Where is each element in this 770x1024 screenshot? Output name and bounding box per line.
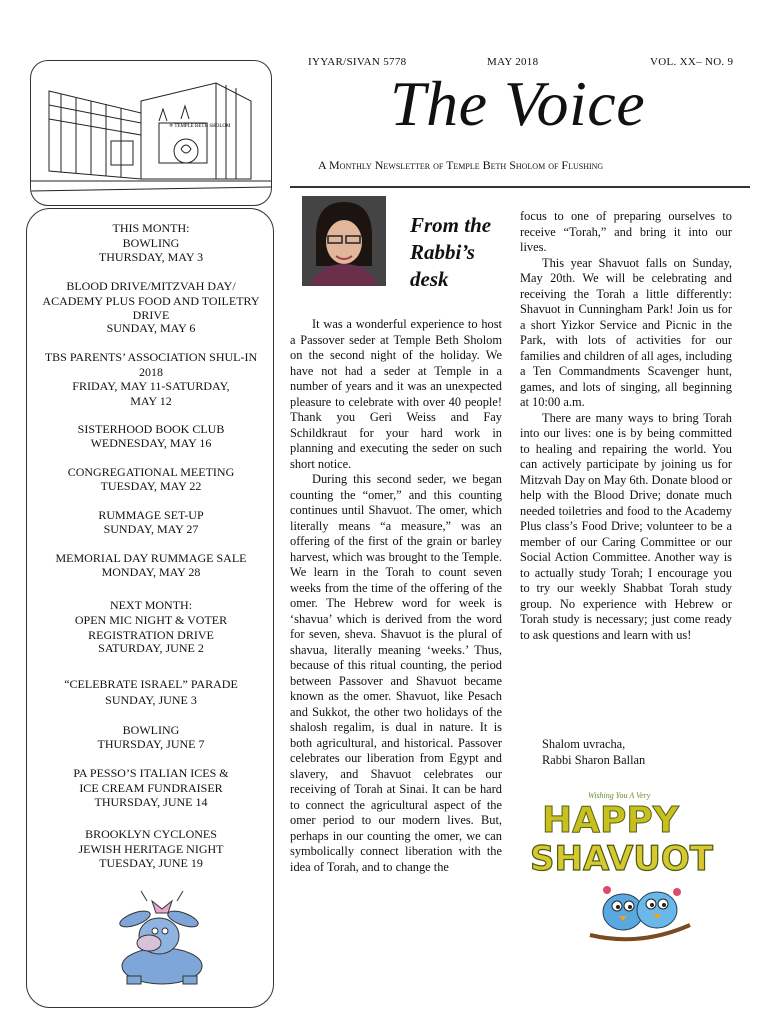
event-title: “CELEBRATE ISRAEL” PARADE — [64, 677, 238, 691]
event-title: MEMORIAL DAY RUMMAGE SALE — [55, 551, 247, 565]
donkey-clipart — [107, 881, 217, 991]
event-date: SUNDAY, MAY 6 — [106, 321, 196, 335]
event-date: FRIDAY, MAY 11-SATURDAY, MAY 12 — [72, 379, 230, 408]
event-title: PA PESSO’S ITALIAN ICES & ICE CREAM FUNDRAISER — [73, 766, 229, 795]
event-date: THURSDAY, JUNE 14 — [94, 795, 208, 809]
event-title: CONGREGATIONAL MEETING — [67, 465, 235, 479]
temple-logo — [30, 60, 272, 206]
event-title: OPEN MIC NIGHT & VOTER REGISTRATION DRIVE — [74, 613, 228, 642]
rabbi-photo — [302, 196, 386, 286]
shavuot-text: SHAVUOT — [530, 839, 713, 874]
temple-building-drawing — [31, 61, 271, 205]
svg-text:✡ TEMPLE BETH SHOLOM: ✡ TEMPLE BETH SHOLOM — [169, 124, 231, 129]
happy-shavuot-art — [528, 782, 728, 874]
issue-date: MAY 2018 — [487, 56, 539, 68]
article-paragraph: During this second seder, we began counting the “omer,” and this counting continues until Shavuot. The omer, which literally means “a measure,” was an offering of the first of the grain or barley harvest, which was brought to the Temple. We learn in the Torah to count seven weeks from the time of the offering of the omer. The Hebrew word for week is ‘shavua’ which is derived from the word for seven, sheva. Shavuot is the plural of shavua, literally meaning ‘weeks.’ Thus, because of this ritual counting, the period between Passover and Shavuot became known as the omer. Shavuot, like Pesach and Sukkot, the other two holidays of the shalosh regalim, is dual in nature. It is both agricultural, and historical. Passover celebrates our liberation from Egypt and slavery, and Shavuot celebrates our receiving of Torah at Sinai. It can be hard to connect the agricultural aspect of the omer period to our modern lives. But, perhaps in our counting the omer, we can symbolically connect liberation with the idea of Torah, and to change the — [290, 472, 502, 874]
this-month-heading: THIS MONTH: — [112, 221, 190, 235]
closing-line: Shalom uvracha, — [542, 737, 626, 751]
event-date: THURSDAY, JUNE 7 — [97, 737, 205, 751]
volume-number: VOL. XX– NO. 9 — [650, 56, 734, 68]
event-date: SUNDAY, JUNE 3 — [105, 693, 197, 707]
signature-block — [542, 736, 645, 768]
event-date: SATURDAY, JUNE 2 — [98, 641, 204, 655]
article-column-1 — [290, 317, 502, 875]
happy-text: HAPPY — [542, 800, 679, 841]
event-title: RUMMAGE SET-UP — [98, 508, 204, 522]
wishing-text: Wishing You A Very — [588, 791, 651, 800]
article-paragraph: It was a wonderful experience to host a Passover seder at Temple Beth Sholom on the second night of the holiday. We have not had a seder at Temple in a number of years and it was an unexpected pleasure to celebrate with over 40 people! Thank you Geri Weiss and Fay Schildkraut for your hard work in planning and executing the seder on such short notice. — [290, 317, 502, 471]
event-date: TUESDAY, JUNE 19 — [99, 856, 203, 870]
article-column-2 — [520, 209, 732, 643]
header-divider — [290, 186, 750, 188]
next-month-heading: NEXT MONTH: — [109, 598, 193, 612]
event-title: SISTERHOOD BOOK CLUB — [77, 422, 225, 436]
birds-clipart — [585, 880, 695, 950]
event-date: WEDNESDAY, MAY 16 — [90, 436, 212, 450]
article-paragraph: focus to one of preparing ourselves to receive “Torah,” and bring it into our lives. — [520, 209, 732, 254]
events-sidebar — [26, 208, 274, 1008]
article-paragraph: There are many ways to bring Torah into our lives: one is by being committed to healing and repairing the world. You can actively participate by joining us for Mitzvah Day on May 6th. Donate blood or help with the Blood Drive; donate much needed toiletries and food to the Academy Plus class’s Food Drive; volunteer to be a member of our Caring Committee or our Social Action Committee. Another way is to actually study Torah; I encourage you to try our weekly Shabbat Torah study group. No experience with Hebrew or Torah study is necessary; just come ready to ask questions and learn with us! — [520, 410, 732, 642]
event-title: BOWLING — [122, 236, 180, 250]
event-title: BOWLING — [122, 723, 180, 737]
signature-name: Rabbi Sharon Ballan — [542, 753, 646, 767]
newsletter-title: The Voice — [390, 68, 646, 139]
event-date: SUNDAY, MAY 27 — [103, 522, 199, 536]
event-title: BLOOD DRIVE/MITZVAH DAY/ ACADEMY PLUS FOOD AND TOILETRY DRIVE — [42, 279, 260, 322]
event-date: THURSDAY, MAY 3 — [98, 250, 204, 264]
hebrew-date: IYYAR/SIVAN 5778 — [308, 56, 407, 68]
event-date: MONDAY, MAY 28 — [101, 565, 201, 579]
article-paragraph: This year Shavuot falls on Sunday, May 20th. We will be celebrating and receiving the Torah a little differently: Shavuot in Cunningham Park! Join us for a short Yizkor Service and Picnic in the Park, with lots of activities for our families and children of all ages, including a Ten Commandments Scavenger hunt, games, and lots of singing, all beginning at 10:00 a.m. — [520, 255, 732, 409]
event-date: TUESDAY, MAY 22 — [100, 479, 202, 493]
rabbi-column-heading: From the Rabbi’s desk — [410, 213, 492, 291]
newsletter-subtitle: A Monthly Newsletter of Temple Beth Sholom of Flushing — [318, 158, 604, 172]
event-title: BROOKLYN CYCLONES JEWISH HERITAGE NIGHT — [78, 827, 224, 856]
event-title: TBS PARENTS’ ASSOCIATION SHUL-IN 2018 — [44, 350, 258, 379]
